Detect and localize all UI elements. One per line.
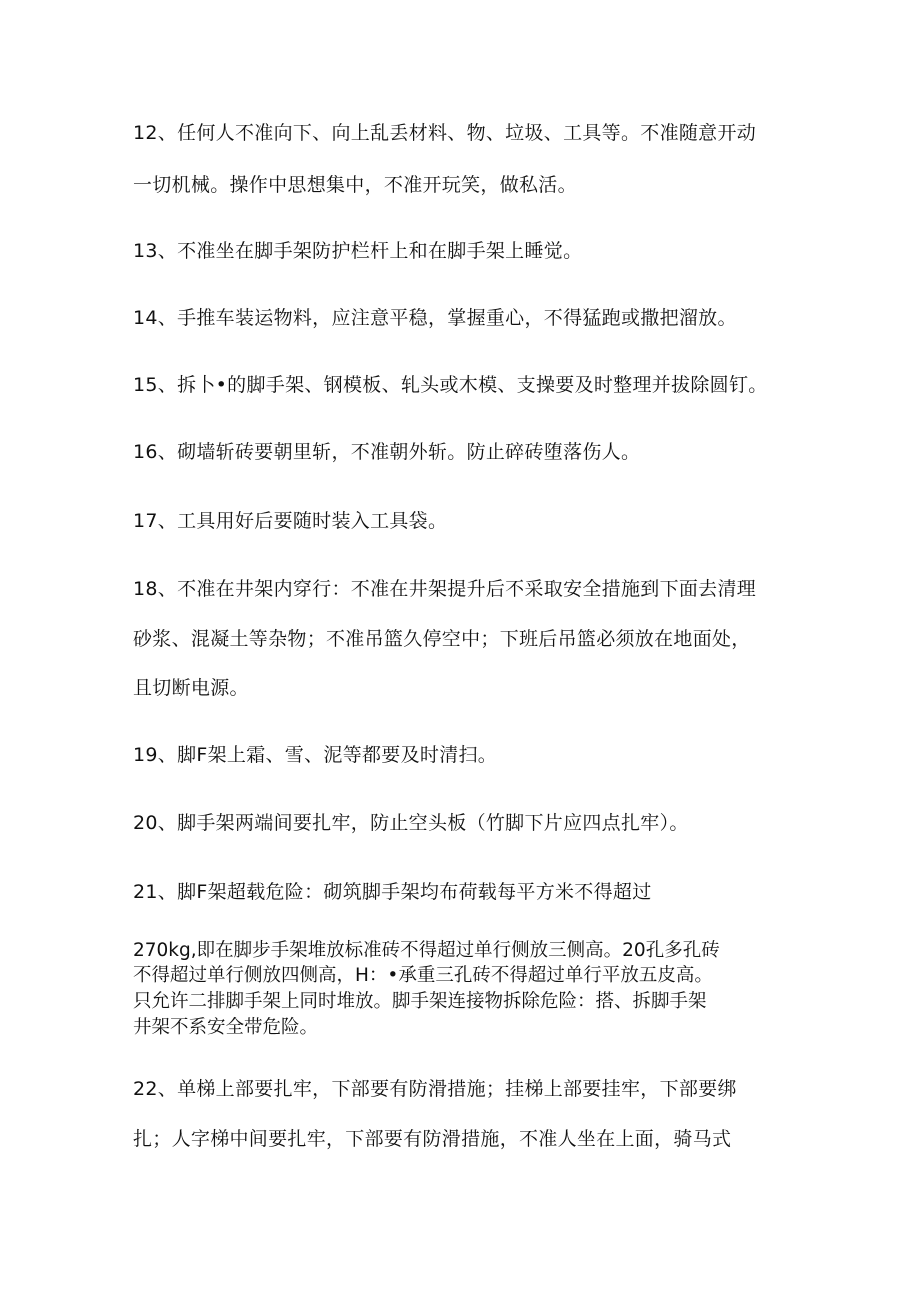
item-21-line-3: 不得超过单行侧放四侧高，H：•承重三孔砖不得超过单行平放五皮高。 [133,965,713,986]
item-18-line-3: 且切断电源。 [133,677,249,699]
item-20-line-1: 20、脚手架两端间要扎牢，防止空头板（竹脚下片应四点扎牢）。 [133,812,689,834]
item-12-line-1: 12、任何人不准向下、向上乱丢材料、物、垃圾、工具等。不准随意开动 [133,122,757,144]
item-13-line-1: 13、不准坐在脚手架防护栏杆上和在脚手架上睡觉。 [133,240,583,262]
item-22-line-1: 22、单梯上部要扎牢，下部要有防滑措施；挂梯上部要挂牢，下部要绑 [133,1078,737,1100]
item-22-line-2: 扎；人字梯中间要扎牢，下部要有防滑措施，不准人坐在上面，骑马式 [133,1128,732,1150]
item-18-line-2: 砂浆、混凝土等杂物；不准吊篮久停空中；下班后吊篮必须放在地面处， [133,628,751,650]
item-15-line-1: 15、拆卜•的脚手架、钢模板、轧头或木模、支操要及时整理并拔除圆钉。 [133,374,768,396]
item-21-line-2: 270kg,即在脚步手架堆放标准砖不得超过单行侧放三侧高。20孔多孔砖 [133,940,720,961]
item-21-line-1: 21、脚F架超载危险：砌筑脚手架均布荷载每平方米不得超过 [133,881,652,903]
item-19-line-1: 19、脚F架上霜、雪、泥等都要及时清扫。 [133,744,498,766]
item-17-line-1: 17、工具用好后要随时装入工具袋。 [133,510,448,532]
item-21-line-4: 只允许二排脚手架上同时堆放。脚手架连接物拆除危险：搭、拆脚手架 [133,991,707,1012]
item-14-line-1: 14、手推车装运物料，应注意平稳，掌握重心，不得猛跑或撒把溜放。 [133,307,737,329]
item-12-line-2: 一切机械。操作中思想集中，不准开玩笑，做私活。 [133,174,577,196]
item-18-line-1: 18、不准在井架内穿行：不准在井架提升后不采取安全措施到下面去清理 [133,578,757,600]
item-16-line-1: 16、砌墙斩砖要朝里斩，不准朝外斩。防止碎砖堕落伤人。 [133,441,641,463]
item-21-line-5: 井架不系安全带危险。 [133,1017,319,1038]
